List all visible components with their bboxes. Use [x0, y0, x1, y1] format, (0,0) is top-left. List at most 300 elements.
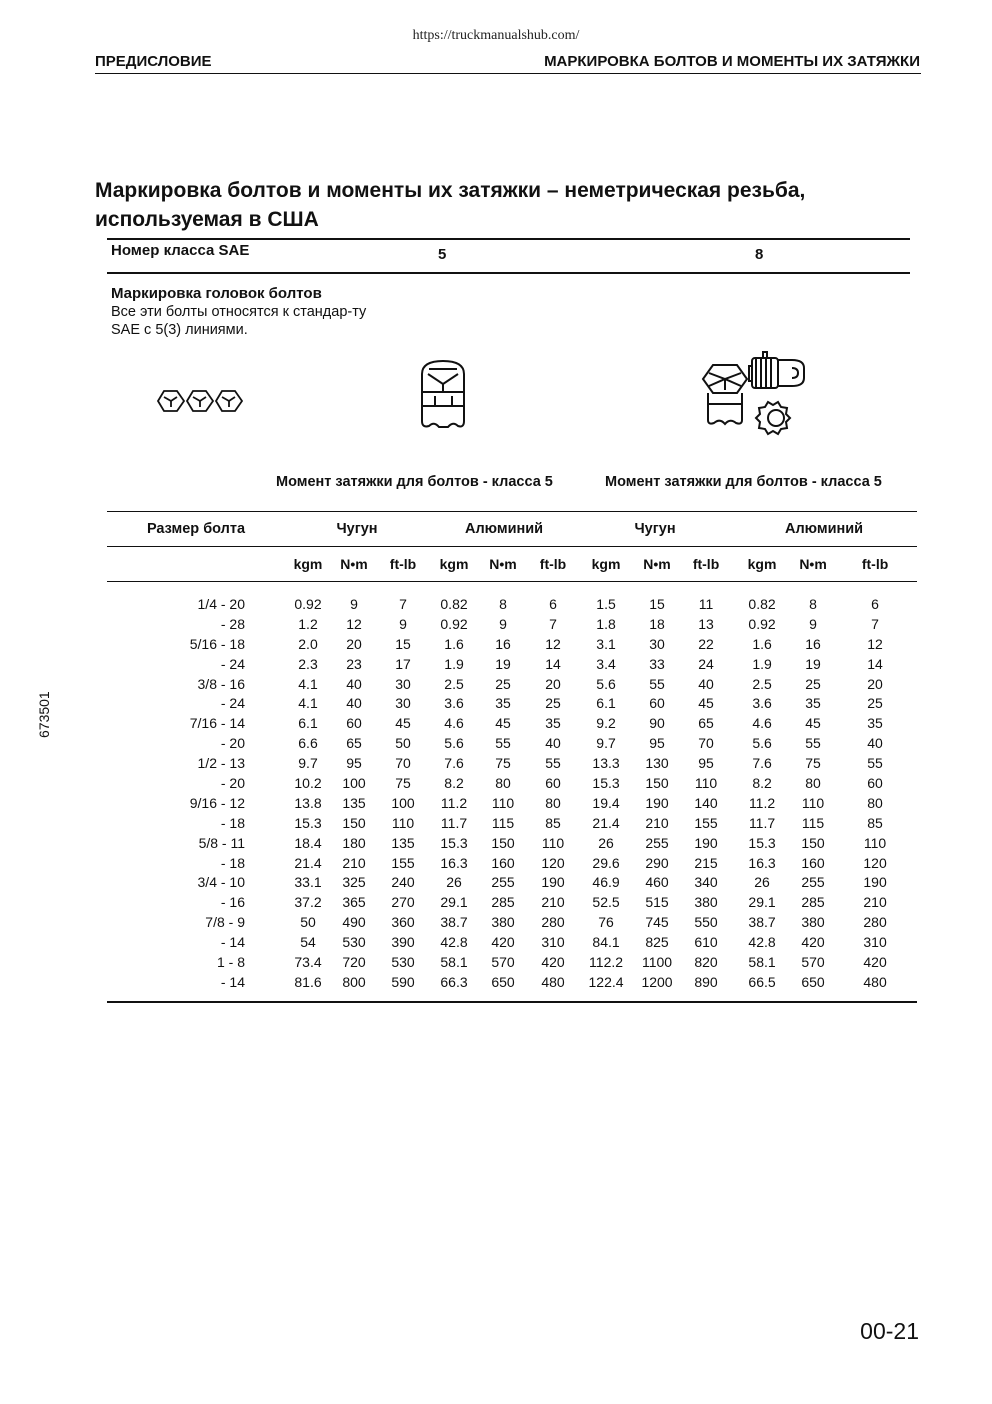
- torque-value-cell: 255: [645, 834, 669, 851]
- torque-value-cell: 310: [863, 934, 887, 951]
- torque-value-cell: 6: [549, 595, 557, 612]
- torque-value-cell: 280: [863, 914, 887, 931]
- torque-value-cell: 11.7: [748, 814, 776, 831]
- torque-value-cell: 1.9: [752, 655, 772, 672]
- torque-value-cell: 15.3: [748, 834, 776, 851]
- torque-value-cell: 7: [399, 595, 407, 612]
- torque-value-cell: 1.6: [444, 635, 464, 652]
- torque-value-cell: 52.5: [592, 894, 620, 911]
- torque-value-cell: 9: [350, 595, 358, 612]
- torque-value-cell: 70: [395, 755, 411, 772]
- torque-value-cell: 50: [300, 914, 316, 931]
- torque-value-cell: 80: [805, 774, 821, 791]
- torque-value-cell: 9.7: [298, 755, 318, 772]
- table-header-bolt-size: Размер болта: [146, 521, 246, 537]
- torque-value-cell: 85: [545, 814, 561, 831]
- torque-value-cell: 325: [342, 874, 366, 891]
- torque-value-cell: 16: [495, 635, 511, 652]
- bolt-size-cell: - 28: [220, 615, 245, 632]
- side-document-code: 673501: [36, 691, 52, 738]
- torque-value-cell: 13.3: [592, 755, 620, 772]
- torque-value-cell: 380: [694, 894, 718, 911]
- torque-value-cell: 29.1: [748, 894, 776, 911]
- torque-value-cell: 90: [649, 715, 665, 732]
- table-row: [107, 853, 917, 873]
- table-row: [107, 912, 917, 932]
- torque-value-cell: 22: [698, 635, 714, 652]
- torque-value-cell: 40: [346, 675, 362, 692]
- table-row: [107, 892, 917, 912]
- three-bolt-heads-icon: [157, 388, 247, 414]
- bolt-size-cell: - 24: [220, 655, 245, 672]
- torque-value-cell: 490: [342, 914, 366, 931]
- torque-value-cell: 45: [495, 715, 511, 732]
- torque-value-cell: 1200: [641, 973, 673, 990]
- unit-header: ft-lb: [861, 556, 889, 572]
- torque-value-cell: 4.6: [752, 715, 772, 732]
- torque-value-cell: 255: [491, 874, 515, 891]
- torque-value-cell: 1.5: [596, 595, 616, 612]
- group-header: Алюминий: [785, 521, 864, 537]
- torque-value-cell: 75: [805, 755, 821, 772]
- bolt-size-cell: 1/2 - 13: [197, 755, 245, 772]
- torque-value-cell: 3.4: [596, 655, 616, 672]
- torque-value-cell: 380: [491, 914, 515, 931]
- torque-value-cell: 55: [545, 755, 561, 772]
- torque-value-cell: 11.2: [440, 794, 468, 811]
- torque-value-cell: 6.1: [596, 695, 616, 712]
- torque-value-cell: 38.7: [440, 914, 468, 931]
- torque-value-cell: 25: [867, 695, 883, 712]
- torque-value-cell: 8: [499, 595, 507, 612]
- torque-value-cell: 81.6: [294, 973, 322, 990]
- units-row: [107, 547, 917, 582]
- torque-value-cell: 75: [495, 755, 511, 772]
- torque-value-cell: 50: [395, 735, 411, 752]
- table-row: [107, 773, 917, 793]
- torque-value-cell: 18.4: [294, 834, 322, 851]
- torque-value-cell: 155: [694, 814, 718, 831]
- torque-value-cell: 0.82: [440, 595, 468, 612]
- torque-value-cell: 4.1: [298, 675, 318, 692]
- torque-value-cell: 30: [395, 695, 411, 712]
- torque-value-cell: 40: [545, 735, 561, 752]
- bolt-head-marking-title: Маркировка головок болтов: [111, 285, 322, 302]
- torque-value-cell: 115: [801, 814, 825, 831]
- torque-value-cell: 745: [645, 914, 669, 931]
- torque-value-cell: 530: [391, 953, 415, 970]
- torque-value-cell: 0.92: [294, 595, 322, 612]
- torque-value-cell: 66.3: [440, 973, 468, 990]
- bolt-size-cell: - 18: [220, 814, 245, 831]
- torque-value-cell: 420: [491, 934, 515, 951]
- unit-header: kgm: [591, 556, 621, 572]
- torque-value-cell: 9: [499, 615, 507, 632]
- torque-value-cell: 0.92: [440, 615, 468, 632]
- torque-value-cell: 460: [645, 874, 669, 891]
- torque-value-cell: 20: [867, 675, 883, 692]
- torque-value-cell: 110: [801, 794, 825, 811]
- torque-value-cell: 85: [867, 814, 883, 831]
- table-row: [107, 932, 917, 952]
- torque-value-cell: 130: [645, 755, 669, 772]
- torque-value-cell: 480: [863, 973, 887, 990]
- torque-value-cell: 65: [698, 715, 714, 732]
- torque-table: [107, 511, 917, 992]
- torque-value-cell: 2.5: [752, 675, 772, 692]
- torque-value-cell: 55: [649, 675, 665, 692]
- torque-value-cell: 95: [346, 755, 362, 772]
- torque-value-cell: 115: [491, 814, 515, 831]
- torque-value-cell: 11.7: [440, 814, 468, 831]
- torque-value-cell: 80: [867, 794, 883, 811]
- torque-value-cell: 15: [395, 635, 411, 652]
- bolt-size-cell: - 24: [220, 695, 245, 712]
- header-section-left: ПРЕДИСЛОВИЕ: [95, 53, 212, 70]
- torque-value-cell: 570: [491, 953, 515, 970]
- torque-value-cell: 310: [541, 934, 565, 951]
- torque-value-cell: 2.0: [298, 635, 318, 652]
- torque-value-cell: 210: [863, 894, 887, 911]
- torque-value-cell: 255: [801, 874, 825, 891]
- sae-bottom-rule: [107, 272, 910, 274]
- bolt-size-cell: - 20: [220, 774, 245, 791]
- torque-value-cell: 155: [391, 854, 415, 871]
- twelve-point-socket-bolt-icon: [748, 348, 814, 440]
- torque-value-cell: 80: [545, 794, 561, 811]
- sae-class-label: Номер класса SAE: [111, 242, 250, 259]
- torque-value-cell: 38.7: [748, 914, 776, 931]
- torque-value-cell: 60: [649, 695, 665, 712]
- torque-value-cell: 45: [698, 695, 714, 712]
- torque-value-cell: 55: [495, 735, 511, 752]
- torque-value-cell: 180: [342, 834, 366, 851]
- torque-value-cell: 35: [805, 695, 821, 712]
- table-row: [107, 634, 917, 654]
- torque-value-cell: 5.6: [596, 675, 616, 692]
- torque-value-cell: 515: [645, 894, 669, 911]
- torque-value-cell: 820: [694, 953, 718, 970]
- header-section-right: МАРКИРОВКА БОЛТОВ И МОМЕНТЫ ИХ ЗАТЯЖКИ: [544, 53, 920, 70]
- torque-value-cell: 65: [346, 735, 362, 752]
- torque-value-cell: 29.6: [592, 854, 620, 871]
- torque-value-cell: 150: [491, 834, 515, 851]
- torque-value-cell: 380: [801, 914, 825, 931]
- table-row: [107, 674, 917, 694]
- torque-value-cell: 3.6: [752, 695, 772, 712]
- table-row: [107, 813, 917, 833]
- torque-value-cell: 650: [801, 973, 825, 990]
- torque-value-cell: 650: [491, 973, 515, 990]
- torque-value-cell: 16.3: [748, 854, 776, 871]
- torque-value-cell: 10.2: [294, 774, 322, 791]
- header-divider: [95, 73, 921, 74]
- torque-value-cell: 190: [645, 794, 669, 811]
- torque-value-cell: 6.1: [298, 715, 318, 732]
- torque-value-cell: 40: [867, 735, 883, 752]
- torque-value-cell: 26: [754, 874, 770, 891]
- torque-value-cell: 33.1: [294, 874, 322, 891]
- torque-value-cell: 55: [867, 755, 883, 772]
- torque-value-cell: 95: [649, 735, 665, 752]
- torque-value-cell: 80: [495, 774, 511, 791]
- torque-value-cell: 15.3: [294, 814, 322, 831]
- torque-value-cell: 45: [395, 715, 411, 732]
- torque-value-cell: 210: [645, 814, 669, 831]
- torque-value-cell: 25: [805, 675, 821, 692]
- torque-value-cell: 7.6: [444, 755, 464, 772]
- torque-value-cell: 150: [801, 834, 825, 851]
- torque-value-cell: 55: [805, 735, 821, 752]
- bolt-size-cell: 3/4 - 10: [197, 874, 245, 891]
- torque-value-cell: 75: [395, 774, 411, 791]
- torque-value-cell: 54: [300, 934, 316, 951]
- bolt-size-cell: 5/8 - 11: [198, 834, 245, 851]
- torque-value-cell: 13: [698, 615, 714, 632]
- torque-value-cell: 190: [863, 874, 887, 891]
- table-row: [107, 972, 917, 992]
- unit-header: N•m: [340, 556, 368, 572]
- torque-value-cell: 110: [694, 774, 718, 791]
- torque-value-cell: 26: [598, 834, 614, 851]
- bolt-size-cell: 5/16 - 18: [189, 635, 245, 652]
- torque-value-cell: 12: [346, 615, 362, 632]
- page-number: 00-21: [860, 1318, 919, 1344]
- group-header: Алюминий: [464, 521, 544, 537]
- torque-value-cell: 120: [863, 854, 887, 871]
- torque-value-cell: 160: [491, 854, 515, 871]
- table-spacer: [107, 582, 917, 595]
- torque-value-cell: 6: [871, 595, 879, 612]
- bolt-size-cell: 3/8 - 16: [197, 675, 245, 692]
- torque-value-cell: 5.6: [752, 735, 772, 752]
- torque-value-cell: 19.4: [592, 794, 620, 811]
- torque-value-cell: 58.1: [440, 953, 468, 970]
- bolt-size-cell: - 18: [220, 854, 245, 871]
- torque-value-cell: 9: [809, 615, 817, 632]
- torque-value-cell: 210: [541, 894, 565, 911]
- torque-value-cell: 23: [346, 655, 362, 672]
- torque-value-cell: 95: [698, 755, 714, 772]
- torque-value-cell: 18: [649, 615, 665, 632]
- torque-value-cell: 8.2: [444, 774, 464, 791]
- torque-value-cell: 9: [399, 615, 407, 632]
- torque-value-cell: 1100: [641, 953, 673, 970]
- torque-value-cell: 11: [698, 595, 714, 612]
- source-url: https://truckmanualshub.com/: [412, 28, 580, 43]
- torque-value-cell: 285: [801, 894, 825, 911]
- table-row: [107, 793, 917, 813]
- torque-value-cell: 30: [395, 675, 411, 692]
- torque-value-cell: 21.4: [592, 814, 620, 831]
- torque-value-cell: 390: [391, 934, 415, 951]
- torque-value-cell: 1.8: [596, 615, 616, 632]
- torque-value-cell: 16.3: [440, 854, 468, 871]
- torque-value-cell: 590: [391, 973, 415, 990]
- torque-value-cell: 0.92: [748, 615, 776, 632]
- torque-value-cell: 112.2: [589, 953, 624, 970]
- table-body: [107, 594, 917, 992]
- torque-value-cell: 7: [549, 615, 557, 632]
- torque-value-cell: 4.1: [298, 695, 318, 712]
- torque-value-cell: 570: [801, 953, 825, 970]
- unit-header: N•m: [643, 556, 671, 572]
- torque-value-cell: 150: [342, 814, 366, 831]
- torque-value-cell: 60: [545, 774, 561, 791]
- torque-value-cell: 15.3: [440, 834, 468, 851]
- torque-value-cell: 150: [645, 774, 669, 791]
- torque-value-cell: 60: [867, 774, 883, 791]
- torque-value-cell: 42.8: [440, 934, 468, 951]
- torque-value-cell: 15.3: [592, 774, 620, 791]
- torque-value-cell: 12: [867, 635, 883, 652]
- torque-value-cell: 270: [391, 894, 415, 911]
- torque-value-cell: 8: [809, 595, 817, 612]
- torque-value-cell: 8.2: [752, 774, 772, 791]
- torque-value-cell: 58.1: [748, 953, 776, 970]
- unit-header: ft-lb: [389, 556, 417, 572]
- torque-value-cell: 45: [805, 715, 821, 732]
- torque-value-cell: 4.6: [444, 715, 464, 732]
- sae-top-rule: [107, 238, 910, 240]
- bolt-size-cell: 1/4 - 20: [197, 595, 245, 612]
- torque-value-cell: 0.82: [748, 595, 776, 612]
- torque-value-cell: 35: [867, 715, 883, 732]
- unit-header: kgm: [293, 556, 323, 572]
- torque-value-cell: 100: [391, 794, 415, 811]
- torque-value-cell: 140: [694, 794, 718, 811]
- torque-value-cell: 800: [342, 973, 366, 990]
- unit-header: ft-lb: [692, 556, 720, 572]
- torque-value-cell: 40: [698, 675, 714, 692]
- table-row: [107, 654, 917, 674]
- torque-value-cell: 825: [645, 934, 669, 951]
- torque-value-cell: 1.9: [444, 655, 464, 672]
- torque-value-cell: 15: [649, 595, 665, 612]
- torque-value-cell: 215: [694, 854, 718, 871]
- torque-value-cell: 7: [871, 615, 879, 632]
- torque-value-cell: 120: [541, 854, 565, 871]
- torque-value-cell: 190: [541, 874, 565, 891]
- table-row: [107, 733, 917, 753]
- torque-value-cell: 9.7: [596, 735, 616, 752]
- torque-value-cell: 9.2: [596, 715, 616, 732]
- torque-value-cell: 42.8: [748, 934, 776, 951]
- hex-bolt-icon: [412, 358, 474, 432]
- torque-value-cell: 890: [694, 973, 718, 990]
- bolt-size-cell: 7/16 - 14: [189, 715, 245, 732]
- bolt-head-marking-description: Все эти болты относятся к стандар-ту SAE с 5(3) линиями.: [111, 304, 367, 338]
- torque-value-cell: 30: [649, 635, 665, 652]
- unit-header: ft-lb: [539, 556, 567, 572]
- table-row: [107, 693, 917, 713]
- bolt-size-cell: - 14: [220, 934, 245, 951]
- torque-value-cell: 135: [342, 794, 366, 811]
- torque-value-cell: 29.1: [440, 894, 468, 911]
- torque-value-cell: 420: [801, 934, 825, 951]
- bolt-size-cell: - 14: [220, 973, 245, 990]
- torque-value-cell: 70: [698, 735, 714, 752]
- torque-value-cell: 480: [541, 973, 565, 990]
- torque-value-cell: 46.9: [592, 874, 620, 891]
- torque-value-cell: 360: [391, 914, 415, 931]
- torque-value-cell: 110: [863, 834, 887, 851]
- unit-header: kgm: [439, 556, 469, 572]
- unit-header: kgm: [747, 556, 777, 572]
- torque-value-cell: 40: [346, 695, 362, 712]
- unit-header: N•m: [799, 556, 827, 572]
- torque-value-cell: 290: [645, 854, 669, 871]
- units-blank-cell: [107, 547, 285, 582]
- torque-value-cell: 76: [598, 914, 614, 931]
- torque-value-cell: 280: [541, 914, 565, 931]
- torque-value-cell: 135: [391, 834, 415, 851]
- torque-value-cell: 17: [395, 655, 411, 672]
- torque-value-cell: 420: [863, 953, 887, 970]
- torque-value-cell: 110: [491, 794, 515, 811]
- torque-value-cell: 84.1: [592, 934, 620, 951]
- bolt-size-cell: - 20: [220, 735, 245, 752]
- bolt-size-cell: 9/16 - 12: [189, 794, 245, 811]
- torque-value-cell: 20: [346, 635, 362, 652]
- torque-value-cell: 19: [805, 655, 821, 672]
- torque-value-cell: 24: [698, 655, 714, 672]
- table-row: [107, 872, 917, 892]
- table-row: [107, 952, 917, 972]
- torque-value-cell: 33: [649, 655, 665, 672]
- torque-value-cell: 720: [342, 953, 366, 970]
- torque-value-cell: 37.2: [294, 894, 322, 911]
- torque-value-cell: 110: [541, 834, 565, 851]
- torque-value-cell: 21.4: [294, 854, 322, 871]
- torque-value-cell: 16: [805, 635, 821, 652]
- torque-value-cell: 3.6: [444, 695, 464, 712]
- bolt-size-cell: 1 - 8: [216, 953, 245, 970]
- torque-value-cell: 1.2: [298, 615, 318, 632]
- torque-value-cell: 2.5: [444, 675, 464, 692]
- torque-value-cell: 530: [342, 934, 366, 951]
- torque-value-cell: 73.4: [294, 953, 322, 970]
- torque-value-cell: 285: [491, 894, 515, 911]
- torque-value-cell: 1.6: [752, 635, 772, 652]
- torque-value-cell: 420: [541, 953, 565, 970]
- torque-value-cell: 35: [545, 715, 561, 732]
- bolt-size-cell: 7/8 - 9: [205, 914, 245, 931]
- torque-value-cell: 60: [346, 715, 362, 732]
- torque-value-cell: 19: [495, 655, 511, 672]
- torque-value-cell: 12: [545, 635, 561, 652]
- sae-class-5: 5: [438, 246, 447, 263]
- torque-value-cell: 66.5: [748, 973, 776, 990]
- bolt-size-cell: - 16: [220, 894, 245, 911]
- torque-value-cell: 26: [446, 874, 462, 891]
- table-row: [107, 614, 917, 634]
- torque-value-cell: 7.6: [752, 755, 772, 772]
- group-header: Чугун: [336, 521, 378, 537]
- torque-value-cell: 5.6: [444, 735, 464, 752]
- torque-value-cell: 20: [545, 675, 561, 692]
- torque-value-cell: 550: [694, 914, 718, 931]
- torque-value-cell: 210: [342, 854, 366, 871]
- group-header: Чугун: [634, 521, 676, 537]
- torque-value-cell: 122.4: [588, 973, 624, 990]
- torque-value-cell: 100: [342, 774, 366, 791]
- torque-section-label-left: Момент затяжки для болтов - класса 5: [276, 474, 553, 490]
- torque-value-cell: 340: [694, 874, 718, 891]
- torque-value-cell: 610: [694, 934, 718, 951]
- hex-bolt-icon: [700, 362, 750, 428]
- torque-value-cell: 25: [545, 695, 561, 712]
